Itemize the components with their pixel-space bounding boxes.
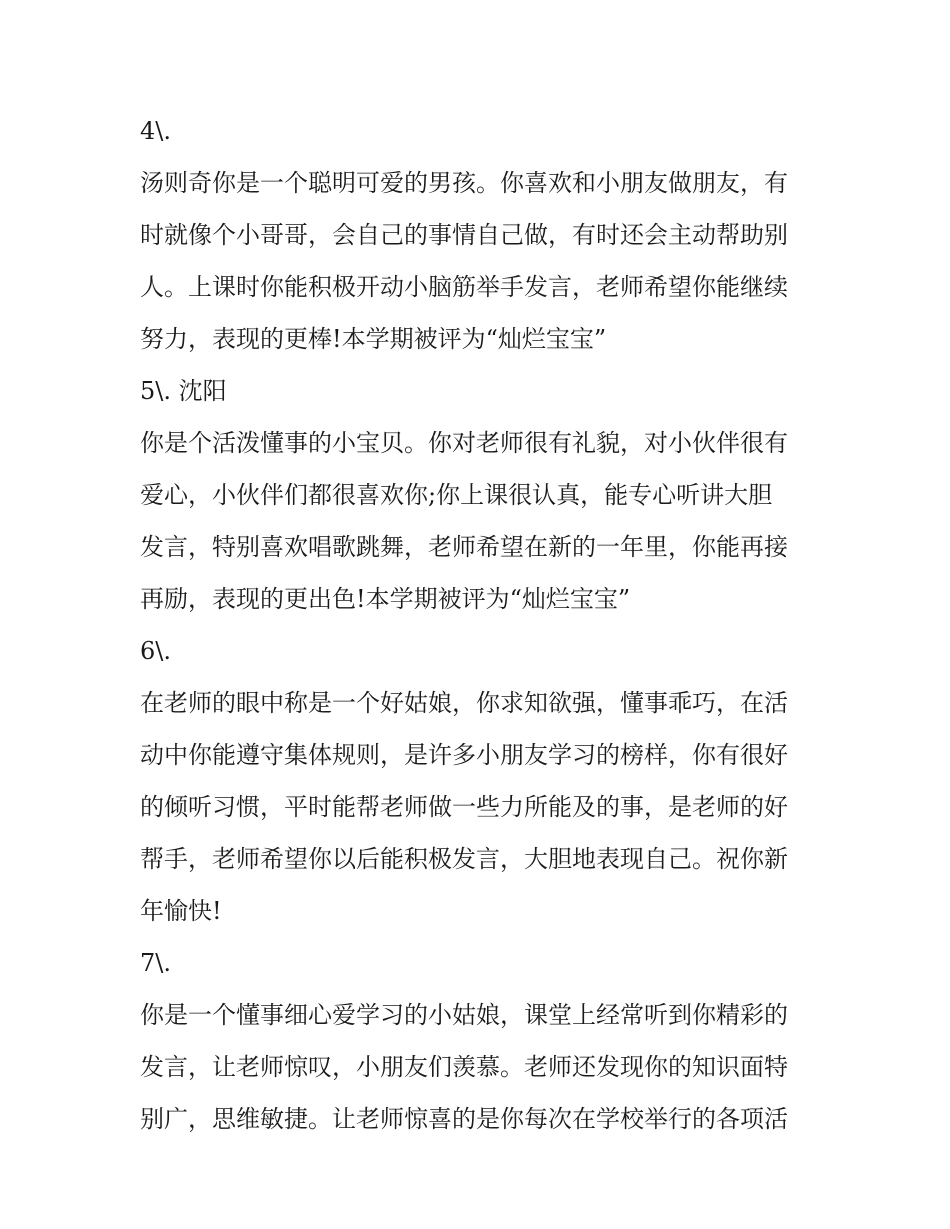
- entry-number-7: 7\.: [140, 949, 171, 977]
- text-line: 发言，特别喜欢唱歌跳舞，老师希望在新的一年里，你能再接: [140, 533, 788, 561]
- text-line: 别广，思维敏捷。让老师惊喜的是你每次在学校举行的各项活: [140, 1105, 788, 1133]
- entry-number-6: 6\.: [140, 637, 171, 665]
- text-line: 人。上课时你能积极开动小脑筋举手发言，老师希望你能继续: [140, 273, 788, 301]
- text-line: 时就像个小哥哥，会自己的事情自己做，有时还会主动帮助别: [140, 221, 788, 249]
- text-line: 年愉快!: [140, 897, 222, 925]
- text-line: 帮手，老师希望你以后能积极发言，大胆地表现自己。祝你新: [140, 845, 788, 873]
- entry-number-5: 5\. 沈阳: [140, 377, 227, 405]
- text-line: 再励，表现的更出色!本学期被评为“灿烂宝宝”: [140, 585, 631, 613]
- text-line: 在老师的眼中称是一个好姑娘，你求知欲强，懂事乖巧，在活: [140, 689, 788, 717]
- entry-number-4: 4\.: [140, 117, 171, 145]
- document-page: [140, 105, 820, 1145]
- text-line: 发言，让老师惊叹，小朋友们羡慕。老师还发现你的知识面特: [140, 1053, 788, 1081]
- text-line: 爱心，小伙伴们都很喜欢你;你上课很认真，能专心听讲大胆: [140, 481, 773, 509]
- text-line: 动中你能遵守集体规则，是许多小朋友学习的榜样，你有很好: [140, 741, 788, 769]
- text-line: 努力，表现的更棒!本学期被评为“灿烂宝宝”: [140, 325, 607, 353]
- text-line: 汤则奇你是一个聪明可爱的男孩。你喜欢和小朋友做朋友，有: [140, 169, 788, 197]
- text-line: 你是个活泼懂事的小宝贝。你对老师很有礼貌，对小伙伴很有: [140, 429, 788, 457]
- text-line: 你是一个懂事细心爱学习的小姑娘，课堂上经常听到你精彩的: [140, 1001, 788, 1029]
- text-line: 的倾听习惯，平时能帮老师做一些力所能及的事，是老师的好: [140, 793, 788, 821]
